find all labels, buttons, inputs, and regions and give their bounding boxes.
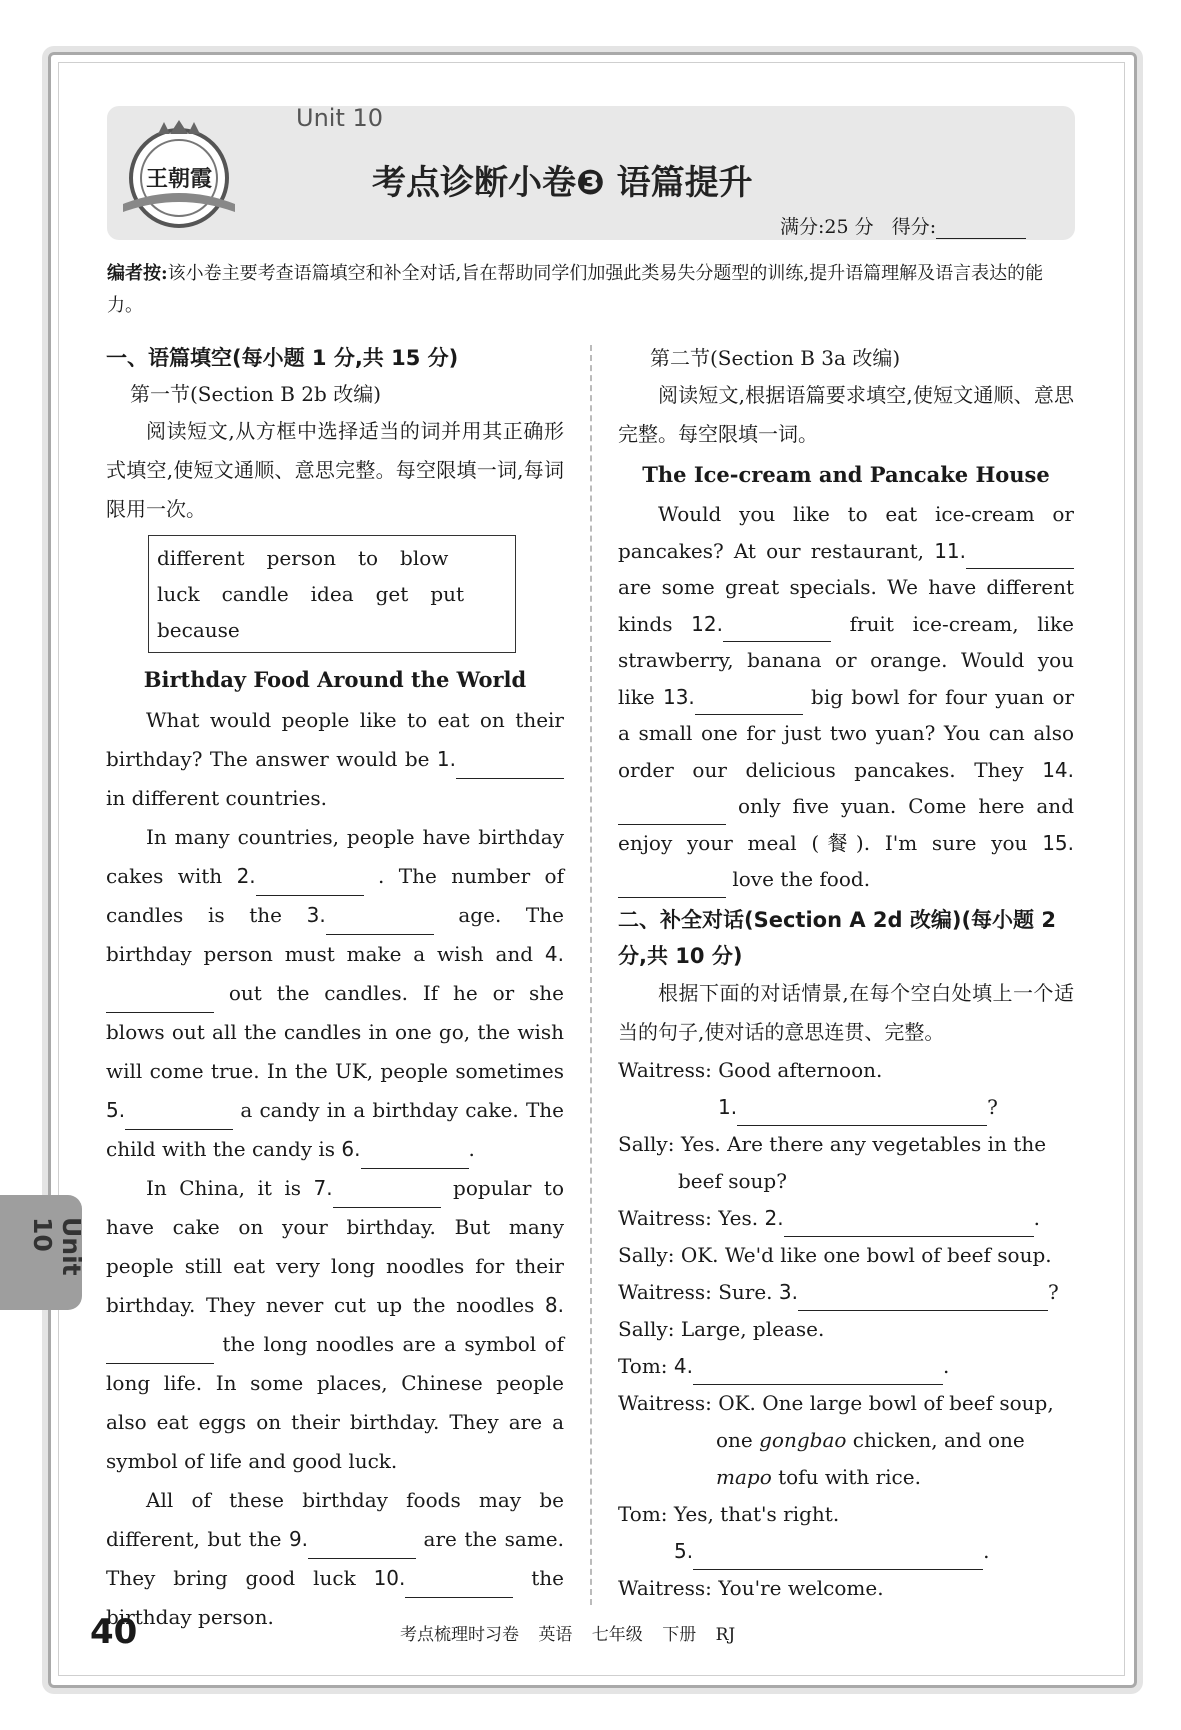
part2-title: 二、补全对话(Section A 2d 改编)(每小题 2 分,共 10 分) xyxy=(618,907,1056,968)
score-label: 得分: xyxy=(891,216,937,238)
text-run: in different countries. xyxy=(106,786,328,810)
answer-blank[interactable] xyxy=(361,1146,469,1169)
word-bank-item: candle xyxy=(221,582,289,606)
blank-number: 12. xyxy=(691,611,723,636)
unit-label: Unit 10 xyxy=(296,104,384,132)
blank-number: 4. xyxy=(544,942,564,966)
editor-note-text: 该小卷主要考查语篇填空和补全对话,旨在帮助同学们加强此类易失分题型的训练,提升语篇理解及语言表达的能力。 xyxy=(107,263,1044,316)
text-run: . xyxy=(942,1353,950,1378)
blank-number: 5. xyxy=(106,1098,126,1122)
text-run: the birthday person. xyxy=(106,1566,565,1629)
blank-number: 11. xyxy=(934,538,967,563)
dialogue xyxy=(618,1052,1074,1607)
word-bank-item: get xyxy=(375,582,409,606)
text-run: All of these birthday foods may be different, but the xyxy=(106,1488,564,1551)
answer-blank[interactable] xyxy=(333,1185,441,1208)
text-run: ? xyxy=(1047,1279,1059,1304)
part1-title: 一、语篇填空(每小题 1 分,共 15 分) xyxy=(106,346,459,370)
passage1-paragraph xyxy=(106,1169,564,1481)
text-run: out the candles. If he or she blows out all the candles in one go, the wish will come true. In the UK, people sometimes xyxy=(106,981,565,1083)
passage2-paragraph xyxy=(618,496,1074,898)
blank-number: 15. xyxy=(1042,830,1074,855)
text-run: Would you like to eat ice-cream or pancakes? At our restaurant, xyxy=(618,502,1074,563)
answer-blank[interactable] xyxy=(618,802,726,825)
passage1-paragraph xyxy=(106,701,564,818)
blank-number: 2. xyxy=(764,1205,784,1230)
logo-text: 王朝霞 xyxy=(145,166,213,192)
answer-blank[interactable] xyxy=(693,1547,983,1570)
full-score: 满分:25 分 xyxy=(780,216,874,238)
text-run: Waitress: OK. One large bowl of beef soup, one xyxy=(618,1390,1054,1452)
text-run: chicken, and one xyxy=(852,1427,1025,1452)
text-run: big bowl for four yuan or a small one for just two yuan? You can also order our delicious pancakes. They xyxy=(618,684,1075,782)
blank-number: 7. xyxy=(313,1176,333,1200)
dialogue-line: Sally: Large, please. xyxy=(618,1316,825,1341)
text-run: . xyxy=(983,1538,990,1563)
dish-name: gongbao xyxy=(759,1427,847,1452)
section1-instruction: 阅读短文,从方框中选择适当的词并用其正确形式填空,使短文通顺、意思完整。每空限填一词,每词限用一次。 xyxy=(106,419,564,521)
dialogue-line: Waitress: You're welcome. xyxy=(618,1575,884,1600)
blank-number: 1. xyxy=(436,747,457,771)
score-line xyxy=(780,212,1026,239)
word-bank xyxy=(148,535,516,653)
text-run: fruit ice-cream, like strawberry, banana or orange. Would you like xyxy=(618,611,1075,709)
page-title: 考点诊断小卷❸ 语篇提升 xyxy=(372,163,753,203)
score-blank[interactable] xyxy=(936,216,1026,239)
right-column xyxy=(618,340,1074,1607)
dialogue-line xyxy=(618,1200,1074,1237)
answer-blank[interactable] xyxy=(106,1341,214,1364)
blank-number: 2. xyxy=(236,864,256,888)
blank-number: 6. xyxy=(341,1137,361,1161)
passage1-paragraph xyxy=(106,1481,564,1637)
answer-blank[interactable] xyxy=(256,873,364,896)
text-run: In China, it is xyxy=(146,1176,302,1200)
text-run: tofu with rice. xyxy=(778,1464,921,1489)
text-run: Waitress: Sure. xyxy=(618,1279,773,1304)
section2-title: 第二节(Section B 3a 改编) xyxy=(650,346,901,370)
blank-number: 10. xyxy=(373,1566,406,1590)
text-run: . xyxy=(468,1137,475,1161)
answer-blank[interactable] xyxy=(405,1575,513,1598)
word-bank-item: blow xyxy=(400,546,449,570)
left-column xyxy=(106,340,564,1637)
text-run: a candy in a birthday cake. The child with the candy is xyxy=(106,1098,565,1161)
dialogue-line xyxy=(618,1385,1074,1496)
text-run: popular to have cake on your birthday. But many people still eat very long noodles for their birthday. They never cut up the noodles xyxy=(106,1176,564,1317)
dialogue-line xyxy=(618,1089,1074,1126)
word-bank-item: because xyxy=(157,618,240,642)
unit-side-tab xyxy=(0,1195,86,1310)
section2-instruction: 阅读短文,根据语篇要求填空,使短文通顺、意思完整。每空限填一词。 xyxy=(618,383,1074,446)
blank-number: 14. xyxy=(1042,757,1075,782)
dialogue-line: Sally: Yes. Are there any vegetables in the beef soup? xyxy=(618,1131,1047,1193)
word-bank-item: to xyxy=(357,546,379,570)
blank-number: 3. xyxy=(306,903,326,927)
word-bank-item: idea xyxy=(310,582,354,606)
dialogue-line: Sally: OK. We'd like one bowl of beef soup. xyxy=(618,1242,1052,1267)
text-run: . The number of candles is the xyxy=(106,864,564,927)
word-bank-item: person xyxy=(266,546,336,570)
text-run: What would people like to eat on their birthday? The answer would be xyxy=(106,708,564,771)
blank-number: 13. xyxy=(662,684,695,709)
publisher-logo xyxy=(118,112,240,234)
word-bank-item: luck xyxy=(157,582,200,606)
passage1-title: Birthday Food Around the World xyxy=(143,667,527,692)
footer-text: 考点梳理时习卷 英语 七年级 下册 RJ xyxy=(400,1625,736,1645)
text-run: the long noodles are a symbol of long life. In some places, Chinese people also eat eggs on their birthday. They are a symbol of life and good luck. xyxy=(106,1332,564,1473)
text-run: only five yuan. Come here and enjoy your meal (餐). I'm sure you xyxy=(618,794,1074,855)
answer-blank[interactable] xyxy=(456,756,564,779)
word-bank-item: different xyxy=(157,546,245,570)
blank-number: 1. xyxy=(718,1094,738,1119)
blank-number: 5. xyxy=(674,1538,694,1563)
blank-number: 9. xyxy=(288,1527,309,1551)
text-run: love the food. xyxy=(732,867,871,891)
blank-number: 4. xyxy=(673,1353,693,1378)
answer-blank[interactable] xyxy=(784,1214,1034,1237)
dialogue-line: Waitress: Good afternoon. xyxy=(618,1057,883,1082)
answer-blank[interactable] xyxy=(737,1103,987,1126)
dialogue-line xyxy=(618,1533,1074,1570)
blank-number: 8. xyxy=(544,1293,564,1317)
answer-blank[interactable] xyxy=(693,1362,943,1385)
text-run: are some great specials. We have different kinds xyxy=(618,575,1074,636)
text-run: Waitress: Yes. xyxy=(618,1205,759,1230)
text-run: are the same. They bring good luck xyxy=(106,1527,564,1590)
text-run: . xyxy=(1033,1205,1040,1230)
text-run: ? xyxy=(987,1094,998,1119)
editor-note-label: 编者按: xyxy=(107,263,168,284)
part2-instruction: 根据下面的对话情景,在每个空白处填上一个适当的句子,使对话的意思连贯、完整。 xyxy=(618,980,1074,1044)
answer-blank[interactable] xyxy=(308,1536,416,1559)
editor-note xyxy=(107,258,1075,322)
answer-blank[interactable] xyxy=(723,619,831,642)
text-run: Tom: xyxy=(618,1353,668,1378)
blank-number: 3. xyxy=(778,1279,798,1304)
answer-blank[interactable] xyxy=(695,692,803,715)
answer-blank[interactable] xyxy=(798,1288,1048,1311)
dialogue-line xyxy=(618,1274,1074,1311)
page-number: 40 xyxy=(90,1612,138,1652)
dialogue-line: Tom: Yes, that's right. xyxy=(618,1501,840,1526)
answer-blank[interactable] xyxy=(106,990,214,1013)
passage1-paragraph xyxy=(106,818,564,1169)
dialogue-line xyxy=(618,1348,1074,1385)
column-divider xyxy=(590,345,592,1605)
section1-title: 第一节(Section B 2b 改编) xyxy=(130,382,381,406)
passage2-title: The Ice-cream and Pancake House xyxy=(642,462,1050,487)
side-tab-label: Unit 10 xyxy=(28,1217,86,1276)
dish-name: mapo xyxy=(716,1464,772,1489)
answer-blank[interactable] xyxy=(966,546,1074,569)
text-run: age. The birthday person must make a wish and xyxy=(106,903,564,966)
word-bank-item: put xyxy=(430,582,465,606)
answer-blank[interactable] xyxy=(326,912,434,935)
answer-blank[interactable] xyxy=(125,1107,233,1130)
text-run: In many countries, people have birthday cakes with xyxy=(106,825,564,888)
answer-blank[interactable] xyxy=(618,875,726,898)
